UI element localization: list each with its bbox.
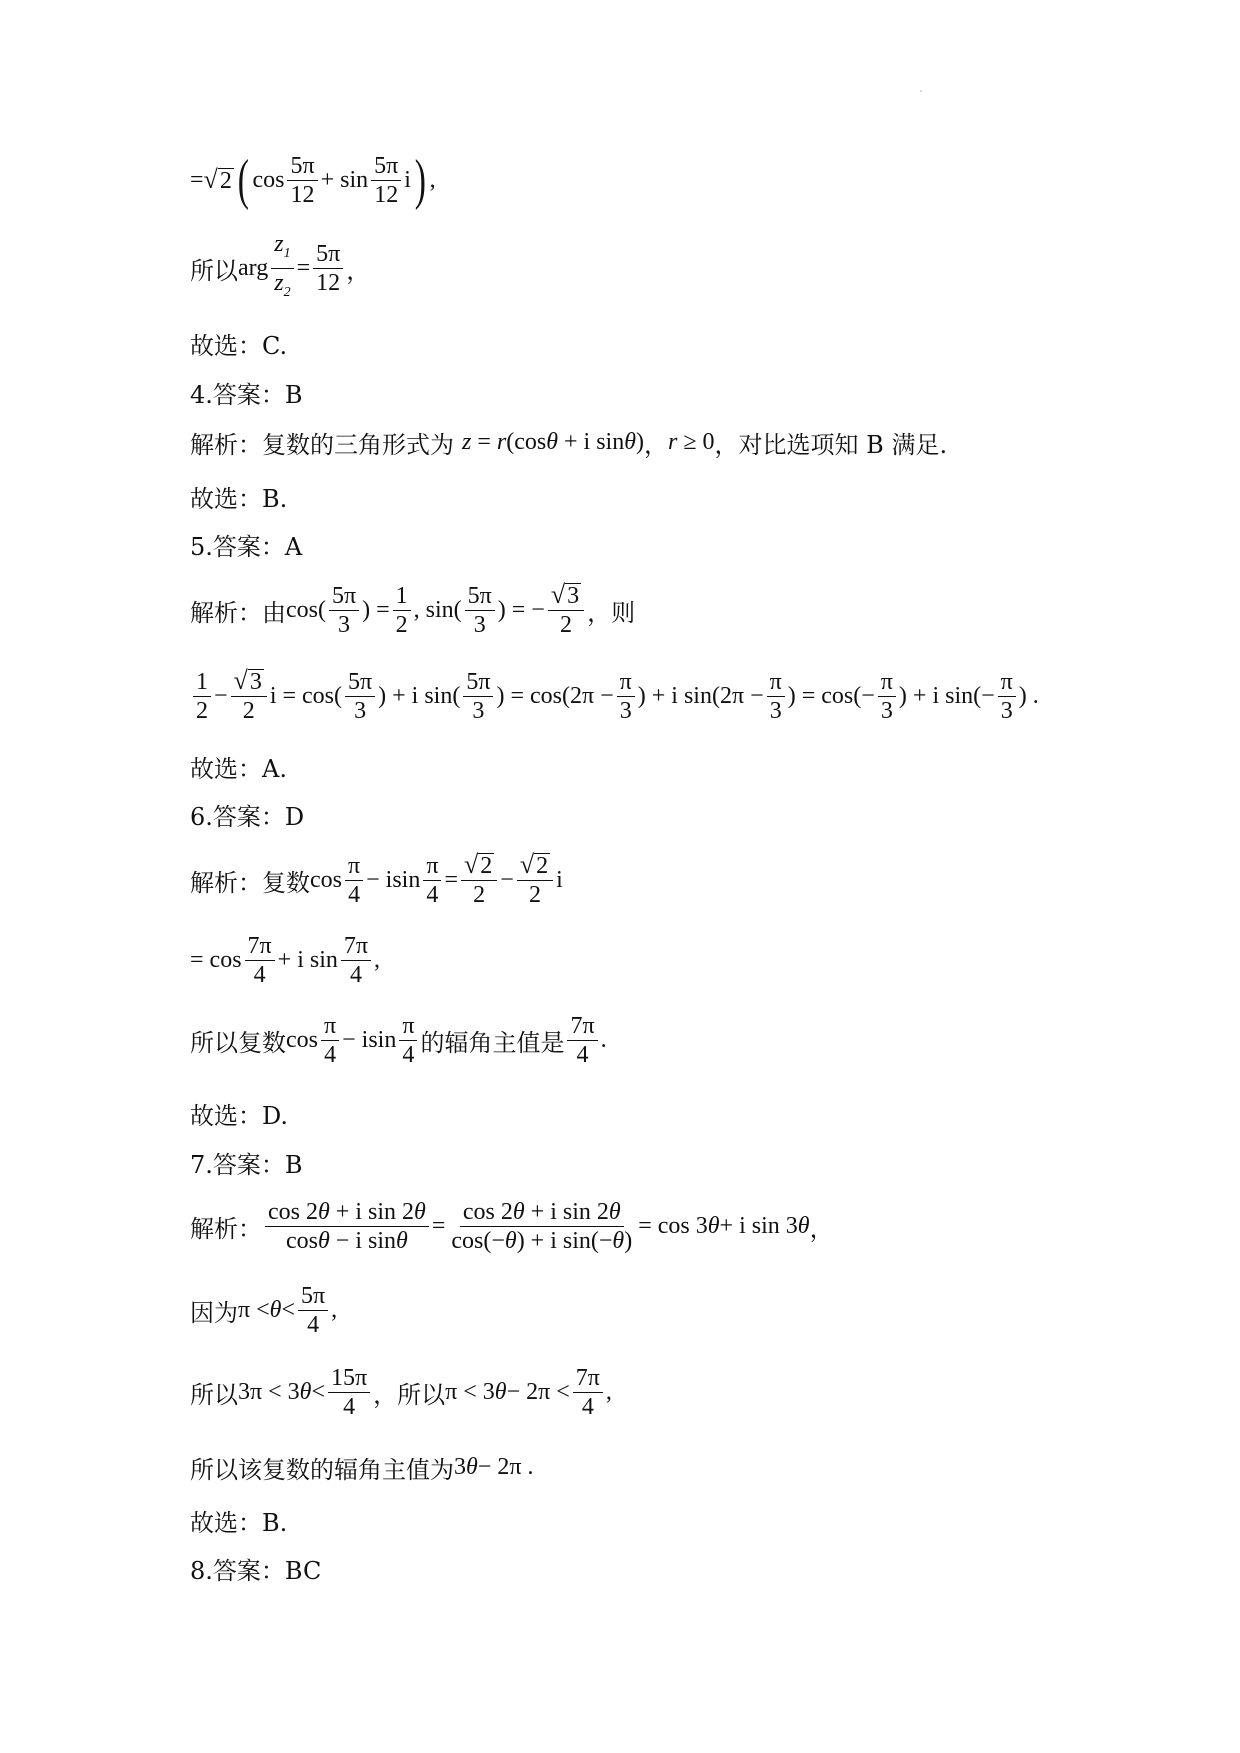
analysis-7: 解析： $\frac{\text{cos 2θ + i sin 2θ}}{\text{cosθ − i sinθ}}$ = $\frac{\text{cos 2θ + i sin 2θ}}{\text{cos(−θ) + i sin(−θ)}}$ = cos 3 θ + i sin 3 θ ， [190, 1198, 834, 1254]
equation-1: = √ 2 ( cos $\frac{5\pi}{12}$ + sin $\frac{5\pi}{12}$ i ) , [190, 149, 436, 211]
equation-6: = cos $\frac{7\pi}{4}$ + i sin $\frac{7\pi}{4}$ , [190, 932, 380, 988]
equation-5: $\frac{1}{2}$ − √ 3 2 i = cos( $\frac{5\pi}{3}$ ) + i sin( $\frac{5\pi}{3}$ ) = cos(2π − $\frac{\pi}{3}$ ) + i sin(2π − $\frac{\pi}{3}$ ) = cos(− $\frac{\pi}{3}$ ) + i sin(− $\frac{\pi}{3}$ ) . [190, 666, 1120, 726]
equation-line-1 [190, 150, 1120, 210]
equation-line-2: 所以 arg $\frac{z_1}{z_2}$ = $\frac{5\pi}{12}$ ， [190, 230, 371, 300]
scan-speck [920, 90, 922, 92]
answer-7: 7.答案：B [190, 1150, 303, 1179]
conclusion-7: 故选：B. [190, 1508, 288, 1537]
conclusion-3: 故选：C. [190, 331, 288, 360]
conclusion-5: 故选：A. [190, 754, 287, 783]
answer-6: 6.答案：D [190, 802, 305, 831]
answer-4: 4.答案：B [190, 380, 303, 409]
analysis-5: 解析：由 cos( $\frac{5\pi}{3}$ ) = $\frac{1}{2}$ , sin( $\frac{5\pi}{3}$ ) = − √ 3 2 ，则 [190, 579, 636, 638]
analysis-4: 解析：复数的三角形式为 z = r (cos θ + i sin θ ) ， r ≥ 0 ，对比选项知 B 满足. [190, 428, 948, 459]
conclusion-4: 故选：B. [190, 484, 288, 513]
result-6: 所以复数 cos $\frac{\pi}{4}$ − isin $\frac{\pi}{4}$ 的辐角主值是 $\frac{7\pi}{4}$ . [190, 1012, 607, 1068]
answer-8: 8.答案：BC [190, 1556, 322, 1585]
analysis-6: 解析：复数 cos $\frac{\pi}{4}$ − isin $\frac{\pi}{4}$ = √ 2 2 − √ 2 2 i [190, 849, 563, 908]
conclusion-6: 故选：D. [190, 1101, 289, 1130]
condition-7: 因为 π < θ < $\frac{5\pi}{4}$ , [190, 1282, 338, 1338]
inequality-7: 所以 3π < 3 θ < $\frac{15\pi}{4}$ ，所以 π < 3 θ − 2π < $\frac{7\pi}{4}$ , [190, 1364, 612, 1420]
result-7: 所以该复数的辐角主值为 3 θ − 2π . [190, 1453, 534, 1484]
answer-5: 5.答案：A [190, 532, 303, 561]
